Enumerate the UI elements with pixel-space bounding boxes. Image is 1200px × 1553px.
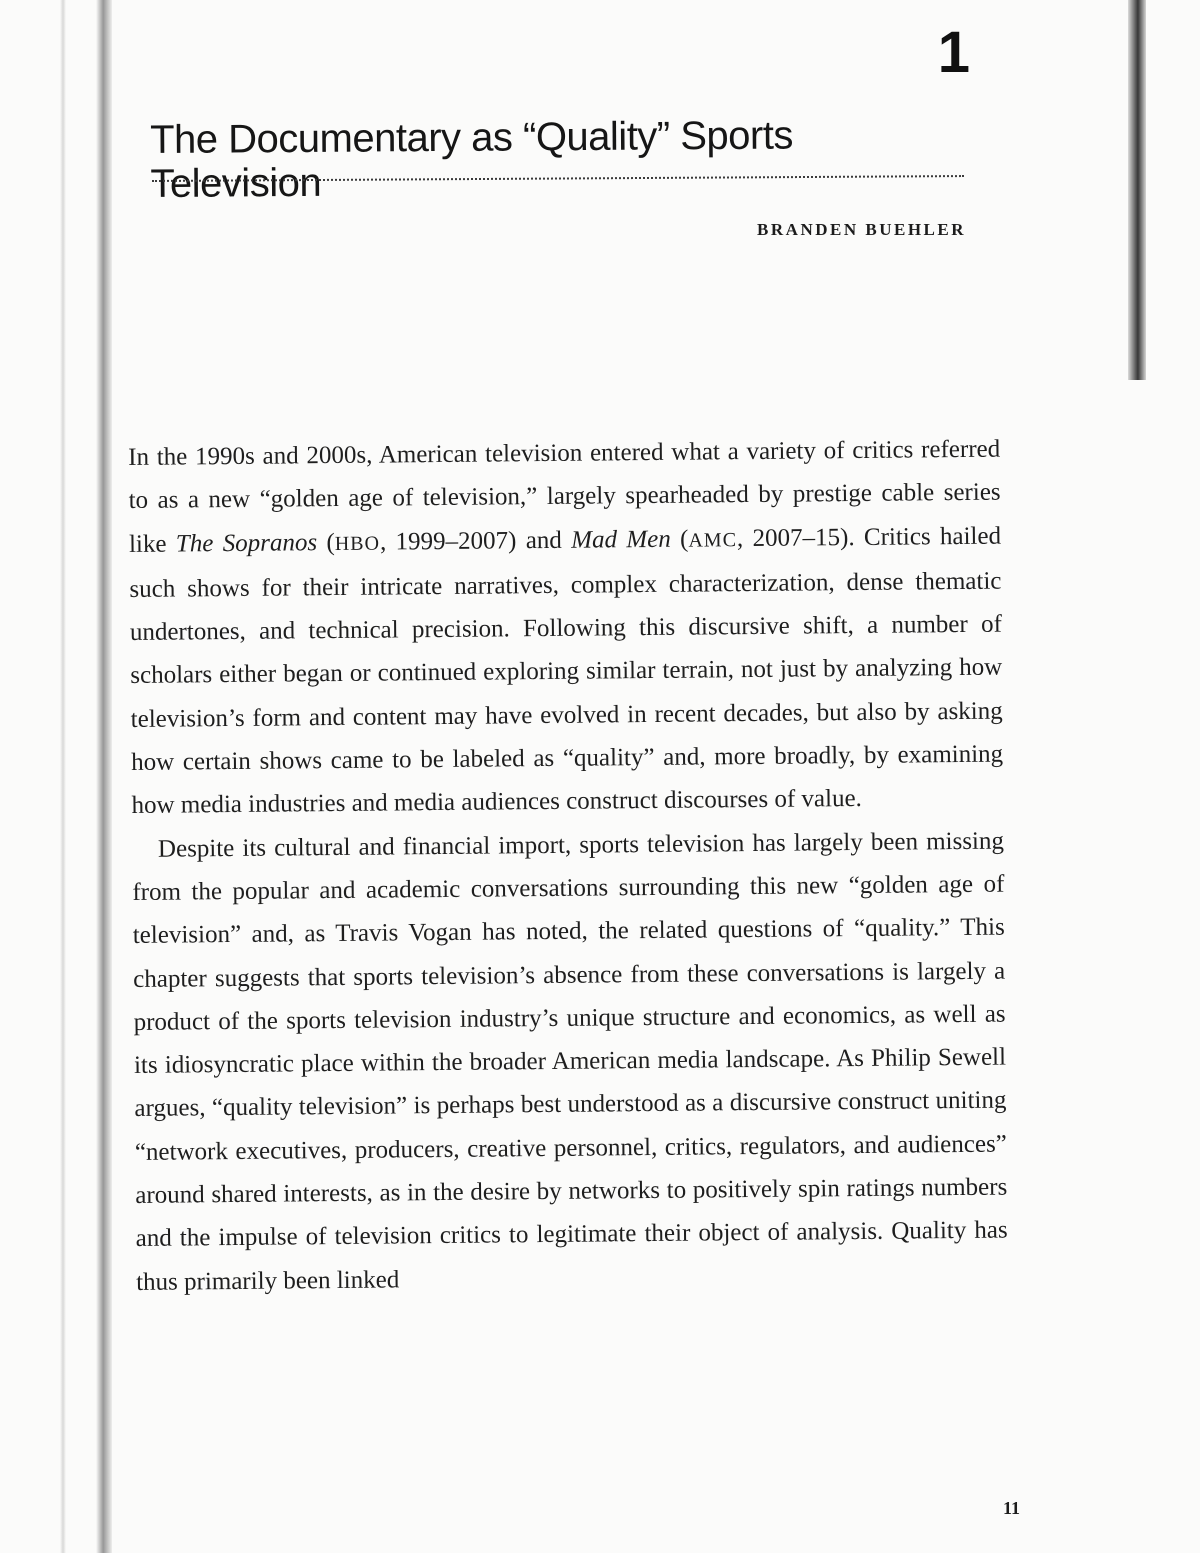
show-title-sopranos: The Sopranos [175,528,318,558]
network-hbo: HBO [334,532,381,555]
chapter-author: BRANDEN BUEHLER [757,220,966,239]
chapter-title: The Documentary as “Quality” Sports Television [150,113,794,206]
paragraph-1-text-a: In the 1990s and 2000s, American television entered what a variety of critics referred to as a new “golden age of television,” largely spearheaded by prestige cable series like [128,435,1001,558]
paragraph-1 [128,428,1004,828]
paragraph-1-text-c: , 1999–2007) and [379,526,572,556]
show-title-mad-men: Mad Men [571,525,671,554]
binding-shadow [96,0,112,1553]
paragraph-2: Despite its cultural and financial import, sports television has largely been missing from the popular and academic conversations surrounding this new “golden age of television” and, as Travis Vogan has noted, the related questions of “quality.” This chapter suggests that sports television’s absence from these conversations is largely a product of the sports television industry’s unique structure and economics, as well as its idiosyncratic place within the broader American media landscape. As Philip Sewell argues, “quality television” is perhaps best understood as a discursive construct uniting “network executives, producers, creative personnel, critics, regulators, and audiences” around shared interests, as in the desire by networks to positively spin ratings numbers and the impulse of television critics to legitimate their object of analysis. Quality has thus primarily been linked [132,827,1008,1296]
network-amc: AMC [688,528,738,552]
paragraph-1-text-e: , 2007–15). Critics hailed such shows for their intricate narratives, complex characterization, dense thematic undertones, and technical precision. Following this discursive shift, a number of scholars either began or continued exploring similar terrain, not just by analyzing how television’s form and content may have evolved in recent decades, but also by asking how certain shows came to be labeled as “quality” and, more broadly, by examining how media industries and media audiences construct discourses of value. [129,522,1004,820]
chapter-number: 1 [937,20,970,85]
binding-shadow-faint [60,0,66,1553]
page-edge-shadow [1128,0,1146,380]
page-number: 11 [1002,1498,1020,1518]
paragraph-1-text-d: ( [670,525,689,553]
paragraph-1-text-b: ( [317,528,335,556]
body-text [128,428,1008,1304]
